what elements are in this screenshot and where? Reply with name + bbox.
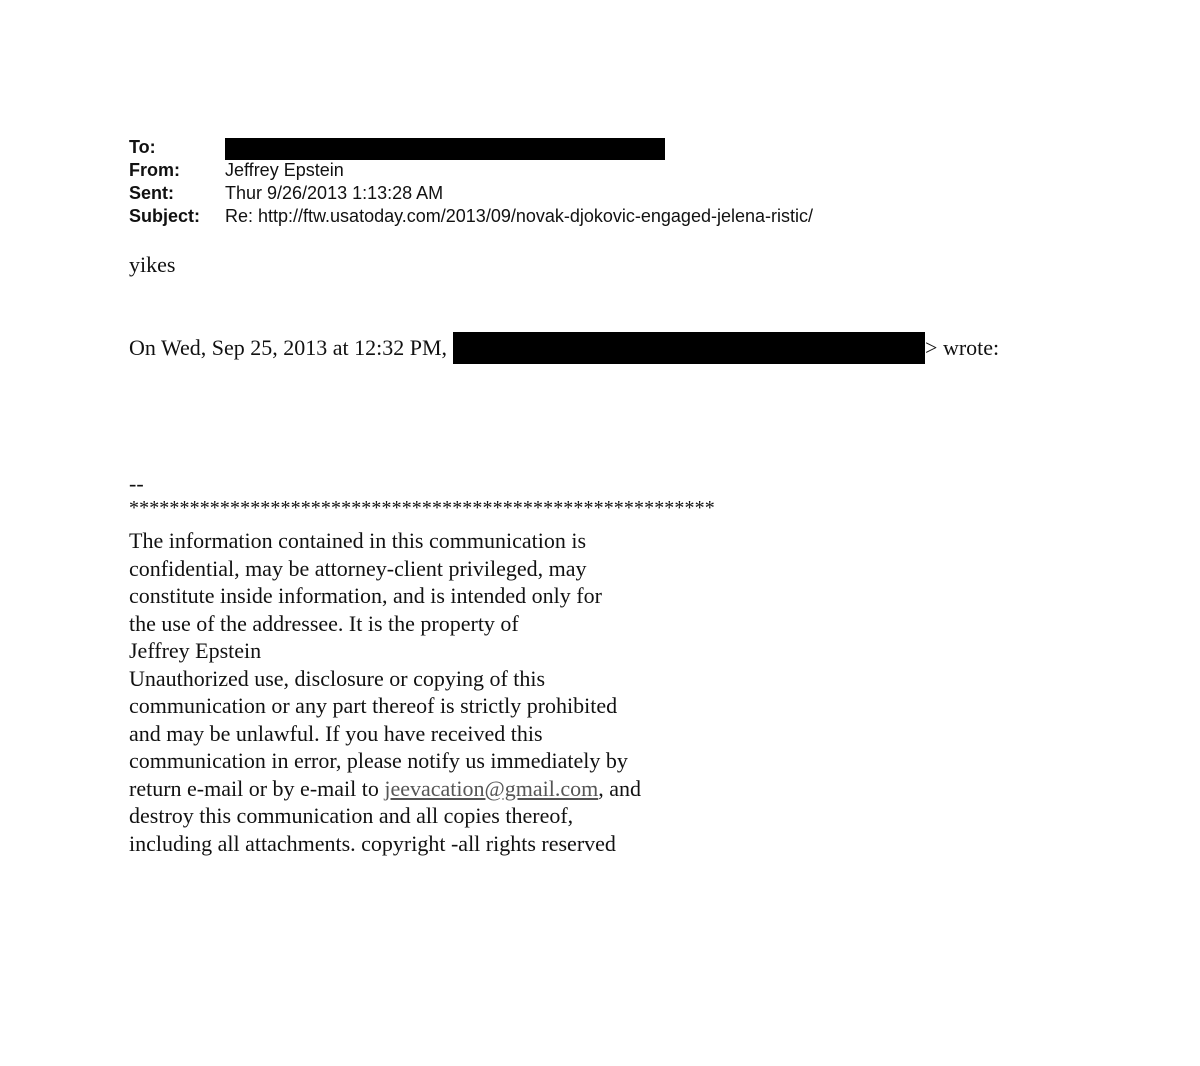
disclaimer-line: The information contained in this communication is xyxy=(129,528,587,553)
disclaimer-line: Jeffrey Epstein xyxy=(129,638,262,663)
subject-value: Re: http://ftw.usatoday.com/2013/09/novak-djokovic-engaged-jelena-ristic/ xyxy=(225,206,813,226)
disclaimer-line: constitute inside information, and is intended only for xyxy=(129,583,602,608)
email-line-prefix: return e-mail or by e-mail to xyxy=(129,775,379,801)
sent-label: Sent: xyxy=(129,183,174,203)
confidentiality-disclaimer xyxy=(129,527,641,857)
disclaimer-line: including all attachments. copyright -all rights reserved xyxy=(129,830,616,856)
quote-prefix: On Wed, Sep 25, 2013 at 12:32 PM, xyxy=(129,335,448,360)
quote-attribution xyxy=(129,332,999,364)
reply-text: yikes xyxy=(129,252,176,277)
sent-row xyxy=(129,182,813,205)
quote-suffix: > wrote: xyxy=(925,335,1000,360)
to-label: To: xyxy=(129,137,156,157)
redacted-sender xyxy=(453,332,925,364)
disclaimer-line: the use of the addressee. It is the property of xyxy=(129,610,519,636)
disclaimer-line: communication in error, please notify us immediately by xyxy=(129,748,628,773)
disclaimer-line: confidential, may be attorney-client privileged, may xyxy=(129,555,587,581)
from-row xyxy=(129,159,813,182)
disclaimer-line: communication or any part thereof is strictly prohibited xyxy=(129,693,618,718)
email-line-suffix: , and xyxy=(598,775,642,801)
redacted-recipient xyxy=(225,138,665,160)
subject-row xyxy=(129,205,813,228)
disclaimer-email-line xyxy=(129,775,641,803)
email-link[interactable]: jeevacation@gmail.com xyxy=(384,775,599,801)
email-header xyxy=(129,136,813,228)
disclaimer-line: destroy this communication and all copies thereof, xyxy=(129,803,574,828)
to-row xyxy=(129,136,813,159)
from-label: From: xyxy=(129,160,180,180)
signature-dash: -- xyxy=(129,471,144,496)
disclaimer-line: and may be unlawful. If you have received this xyxy=(129,720,543,746)
subject-label: Subject: xyxy=(129,206,201,226)
from-value: Jeffrey Epstein xyxy=(225,160,344,180)
disclaimer-line: Unauthorized use, disclosure or copying of this xyxy=(129,665,546,691)
sent-value: Thur 9/26/2013 1:13:28 AM xyxy=(225,183,444,203)
signature-stars: ********************************************************** xyxy=(129,497,715,519)
